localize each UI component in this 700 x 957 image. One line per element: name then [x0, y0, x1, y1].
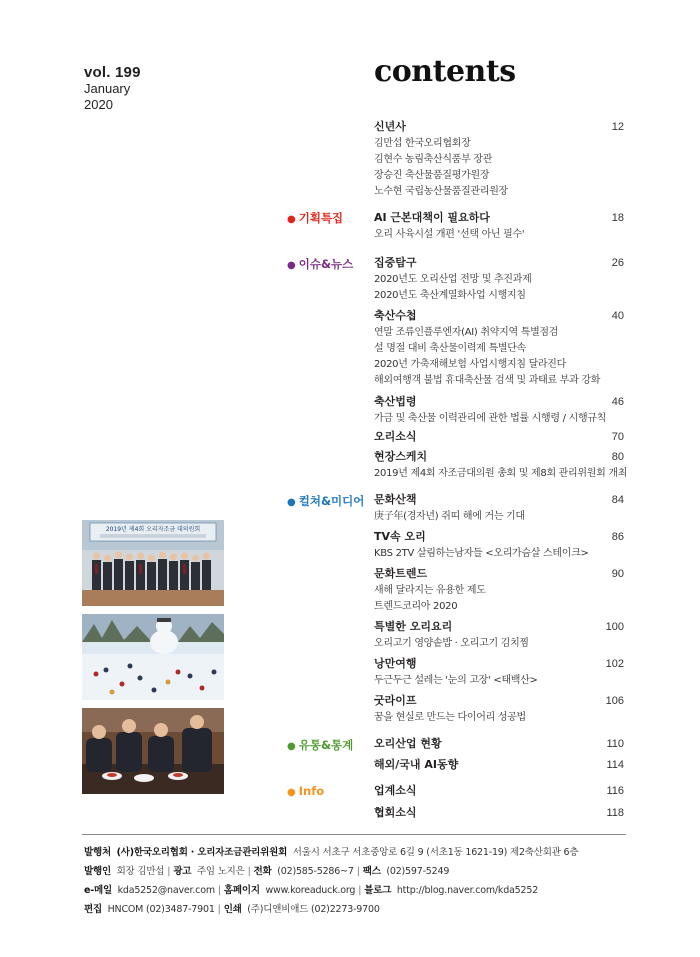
- page-number: 110: [606, 738, 624, 750]
- toc-entry-ai-measures[interactable]: AI 근본대책이 필요하다 18 오리 사육시설 개편 '선택 아닌 필수': [374, 211, 624, 240]
- toc-entry-focus[interactable]: 집중탐구 26 2020년도 오리산업 전망 및 추진과제 2020년도 축산계열화사업 시행지침: [374, 256, 624, 301]
- page-number: 26: [611, 257, 624, 269]
- colophon-line-production: 편집 HNCOM (02)3487-7901 | 인쇄 (주)디앤비애드 (02)2273-9700: [84, 904, 380, 915]
- issue-volume: vol. 199: [84, 64, 141, 81]
- toc-entry-livestock-law[interactable]: 축산법령 46 가금 및 축산물 이력관리에 관한 법률 시행령 / 시행규칙: [374, 395, 624, 424]
- photo-snow-festival: [82, 614, 224, 700]
- email-link[interactable]: kda5252@naver.com: [117, 885, 215, 896]
- bullet-icon: ●: [287, 260, 296, 271]
- toc-entry-industry-news[interactable]: 업계소식 116: [374, 782, 624, 800]
- contents-logo: contents: [374, 54, 516, 89]
- page-number: 118: [606, 807, 624, 819]
- colophon-line-publisher: 발행처 (사)한국오리협회 · 오리자조금관리위원회 서울시 서초구 서초중앙로 6길 9 (서초1동 1621-19) 제2축산회관 6층: [84, 847, 579, 858]
- blog-link[interactable]: http://blog.naver.com/kda5252: [396, 885, 539, 896]
- section-label-info: ● Info: [287, 784, 325, 798]
- page-number: 46: [611, 396, 624, 408]
- toc-entry-ai-trends[interactable]: 해외/국내 AI동향 114: [374, 756, 624, 774]
- colophon-line-issuer: 발행인 회장 김만섭 | 광고 주임 노지은 | 전화 (02)585-5286~7 | 팩스 (02)597-5249: [84, 866, 450, 877]
- page-number: 100: [605, 621, 624, 633]
- issue-month: January: [84, 81, 131, 96]
- page-number: 106: [605, 695, 624, 707]
- toc-entry-special-recipe[interactable]: 특별한 오리요리 100 오리고기 영양솥밥 · 오리고기 김치찜: [374, 620, 624, 649]
- toc-entry-newyear[interactable]: 신년사 12 김만섭 한국오리협회장 김현수 농림축산식품부 장관 장승진 축산물품질평가원장 노수현 국립농산물품질관리원장: [374, 120, 624, 197]
- toc-entry-field-sketch[interactable]: 현장스케치 80 2019년 제4회 자조금대의원 총회 및 제8회 관리위원회 개최: [374, 450, 628, 479]
- section-label-issue-news: ● 이슈&뉴스: [287, 257, 354, 271]
- section-label-feature: ● 기획특집: [287, 211, 344, 225]
- toc-entry-livestock-notes[interactable]: 축산수첩 40 연말 조류인플루엔자(AI) 취약지역 특별점검 설 명절 대비 축산물이력제 특별단속 2020년 가축재해보험 사업시행지침 달라진다 해외여행객 불법 휴대축산물 검색 및 과태료 부과 강화: [374, 309, 624, 386]
- toc-entry-duck-news[interactable]: 오리소식 70: [374, 428, 624, 446]
- page-number: 70: [611, 431, 624, 443]
- page-number: 40: [611, 310, 624, 322]
- toc-entry-association-news[interactable]: 협회소식 118: [374, 804, 624, 822]
- photo-general-meeting: [82, 520, 224, 606]
- footer-divider: [82, 834, 626, 835]
- bullet-icon: ●: [287, 497, 296, 508]
- homepage-link[interactable]: www.koreaduck.org: [265, 885, 356, 896]
- page-number: 116: [606, 785, 624, 797]
- page-number: 80: [611, 451, 624, 463]
- colophon: [84, 843, 644, 919]
- photo-meal-meeting: [82, 708, 224, 794]
- page-number: 102: [605, 658, 624, 670]
- bullet-icon: ●: [287, 214, 296, 225]
- page-number: 18: [611, 212, 624, 224]
- colophon-line-contact: e-메일 kda5252@naver.com | 홈페이지 www.koreaduck.org | 블로그 http://blog.naver.com/kda5252: [84, 885, 539, 896]
- bullet-icon: ●: [287, 741, 296, 752]
- page-number: 12: [611, 121, 624, 133]
- photo-banner-text: 2019년 제4회 오리자조금 대의원회: [105, 526, 201, 533]
- issue-info: [84, 64, 141, 113]
- page-number: 86: [611, 531, 624, 543]
- page-number: 114: [606, 759, 624, 771]
- section-label-distribution-stats: ● 유통&통계: [287, 738, 354, 752]
- issue-year: 2020: [84, 97, 113, 112]
- toc-entry-culture-walk[interactable]: 문화산책 84 庚子年(경자년) 쥐띠 해에 거는 기대: [374, 493, 624, 522]
- toc-entry-tv-duck[interactable]: TV속 오리 86 KBS 2TV 살림하는남자들 <오리가슴살 스테이크>: [374, 530, 624, 559]
- section-label-culture-media: ● 컬쳐&미디어: [287, 494, 365, 508]
- toc-entry-romantic-travel[interactable]: 낭만여행 102 두근두근 설레는 '눈의 고장' <태백산>: [374, 657, 624, 686]
- page-number: 84: [611, 494, 624, 506]
- page-number: 90: [611, 568, 624, 580]
- toc-entry-culture-trend[interactable]: 문화트렌드 90 새해 달라지는 유용한 제도 트렌드코리아 2020: [374, 567, 624, 612]
- toc-entry-industry-status[interactable]: 오리산업 현황 110: [374, 735, 624, 753]
- bullet-icon: ●: [287, 787, 296, 798]
- toc-entry-good-life[interactable]: 굿라이프 106 꿈을 현실로 만드는 다이어리 성공법: [374, 694, 624, 723]
